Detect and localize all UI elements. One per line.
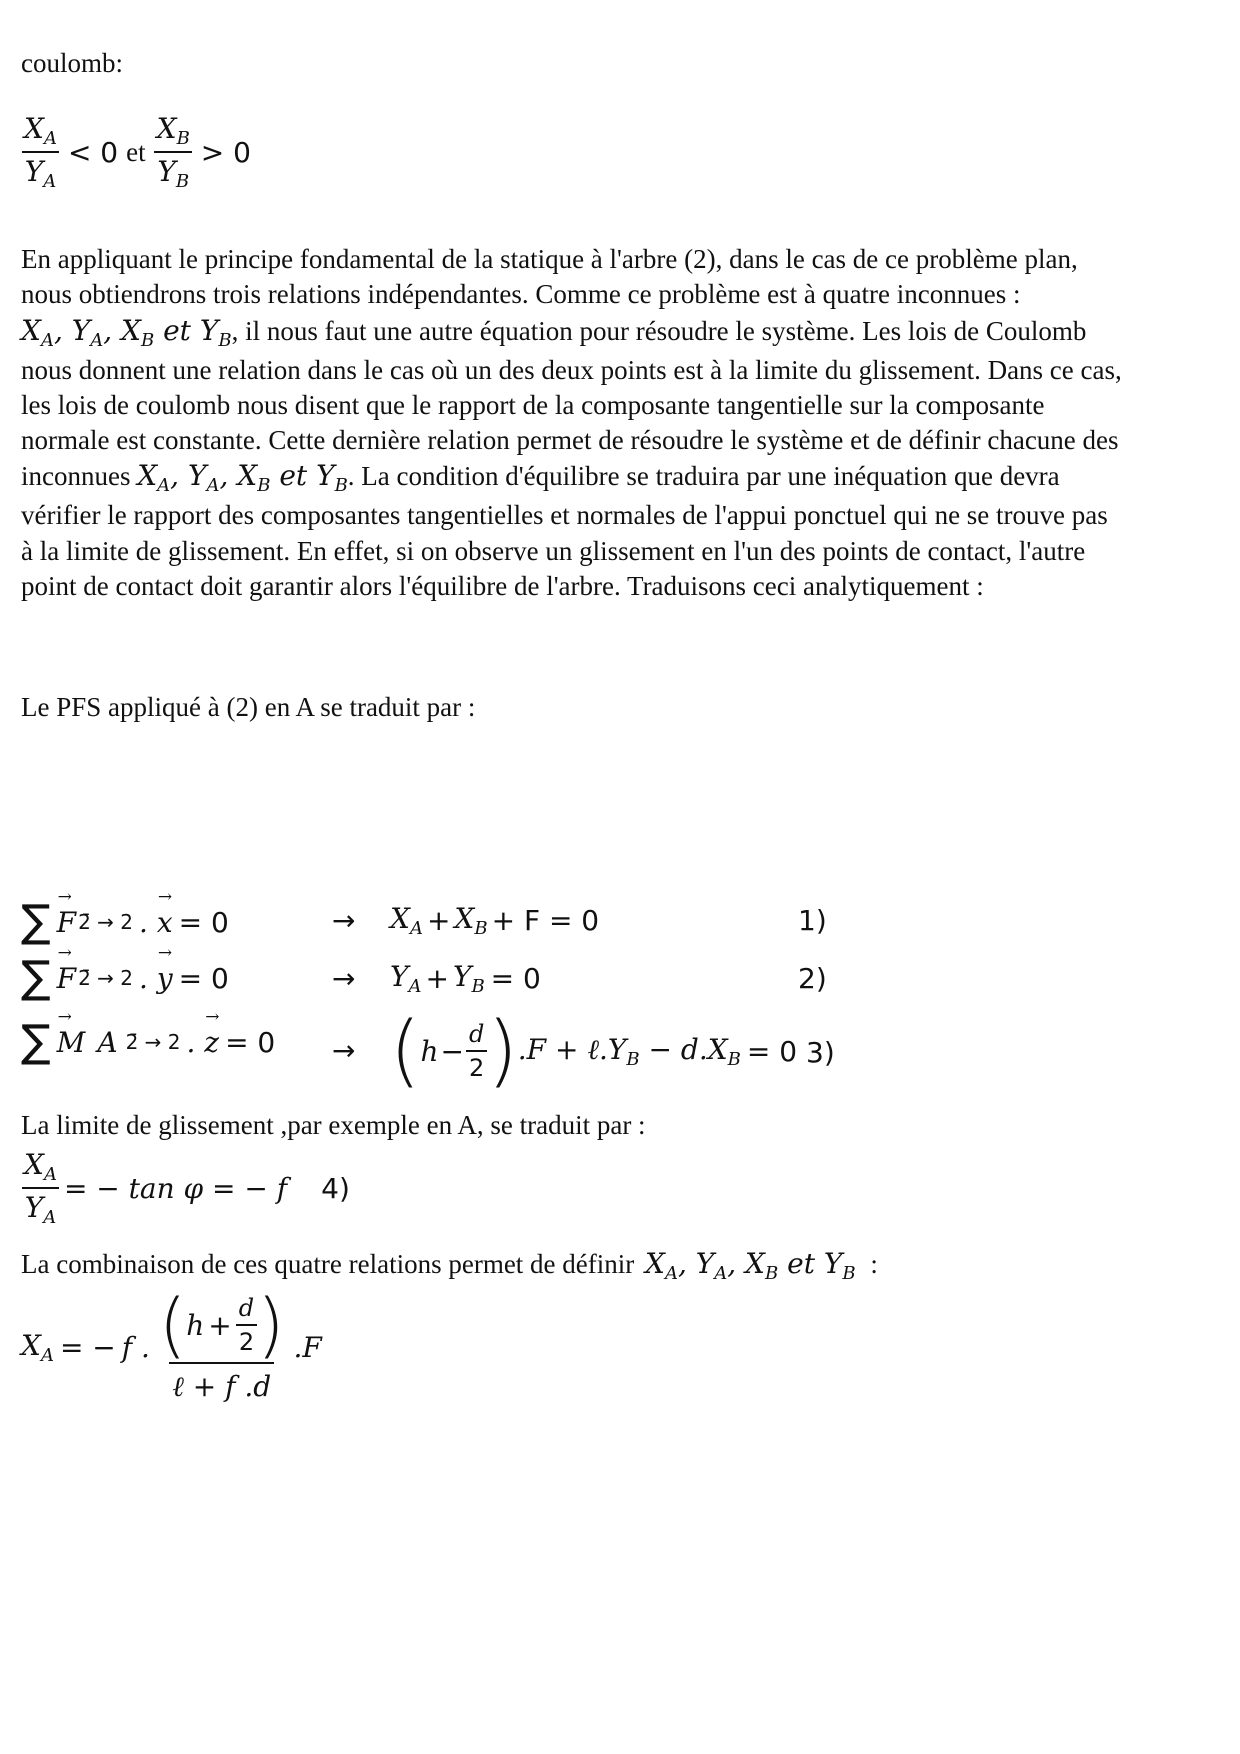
left-paren-icon: ( [158, 1284, 187, 1366]
paragraph-line: point de contact doit garantir alors l'équilibre de l'arbre. Traduisons ceci analytiquement : [21, 571, 984, 602]
equation-3-tail: = 0 [746, 1034, 798, 1068]
equation-1-tail: + F = 0 [491, 904, 600, 937]
equation-1: ∑ → F 2̄ → 2 . → x = 0 [21, 900, 229, 944]
final-fraction: ( h + $\frac{d}{2}$ ) ℓ + f .d [158, 1284, 285, 1403]
combination-line: La combinaison de ces quatre relations permet de définir $X_A$, $Y_A$, $X_B$ et $Y_B$ : [21, 1247, 878, 1284]
unknowns-et: et [163, 313, 191, 347]
combination-text: La combinaison de ces quatre relations permet de définir [21, 1249, 635, 1279]
final-formula: $X_A$ = − f . ( h + $\frac{d}{2}$ ) ℓ + f .d .F [21, 1284, 322, 1403]
paragraph-text: inconnues [21, 461, 131, 492]
paragraph-text: . La condition d'équilibre se traduira par une inéquation que devra [347, 461, 1060, 492]
equation-1-number: 1) [798, 904, 827, 937]
equation-2-result: $Y_A$ + $Y_B$ = 0 [390, 960, 541, 997]
equation-1-result: $X_A$ + $X_B$ + F = 0 [390, 902, 600, 939]
limit-text: La limite de glissement ,par exemple en A, se traduit par : [21, 1110, 646, 1140]
paragraph [21, 242, 1226, 604]
fraction-xb-yb: $\frac{X_B}{Y_B}$ [154, 112, 193, 192]
arrow-icon: → [332, 1034, 356, 1067]
pfs-intro: Le PFS appliqué à (2) en A se traduit par : [21, 692, 476, 722]
unknowns-et: et [279, 459, 308, 493]
lt-zero: < 0 [67, 135, 119, 169]
paragraph-line-unknowns-2: inconnues $X_A$, $Y_A$, $X_B$ et $Y_B$. La condition d'équilibre se traduira par une inéquation que devra [21, 459, 1060, 497]
fraction-xa-ya: $\frac{X_A}{Y_A}$ [21, 112, 60, 192]
paragraph-line: les lois de coulomb nous disent que le rapport de la composante tangentielle sur la composante [21, 389, 1045, 420]
paragraph-text: , il nous faut une autre équation pour résoudre le système. Les lois de Coulomb [231, 315, 1087, 346]
right-paren-icon: ) [257, 1284, 285, 1366]
coulomb-condition [21, 112, 251, 192]
unknowns-et: et [787, 1247, 815, 1280]
combination-colon: : [870, 1249, 878, 1279]
equation-4-rhs: = − tan φ = − f [63, 1171, 288, 1205]
equation-2-number: 2) [798, 962, 827, 995]
equation-3-result: ( h − $\frac{d}{2}$ ) $.F + \ell.Y_B - d.X_B$ = 0 [390, 1006, 798, 1096]
equation-4: $\frac{X_A}{Y_A}$ = − tan φ = − f 4) [21, 1148, 350, 1228]
paragraph-line: à la limite de glissement. En effet, si on observe un glissement en l'un des points de contact, l'autre [21, 535, 1086, 566]
equation-2-tail: = 0 [490, 962, 541, 995]
paragraph-line: En appliquant le principe fondamental de la statique à l'arbre (2), dans le cas de ce problème plan, [21, 244, 1078, 274]
right-paren-icon: ) [487, 1006, 518, 1096]
equation-4-number: 4) [321, 1171, 350, 1205]
heading-word: coulomb: [21, 48, 123, 78]
equation-3-number: 3) [806, 1036, 835, 1069]
sum-symbol: ∑ [21, 952, 51, 1003]
paragraph-line: vérifier le rapport des composantes tangentielles et normales de l'appui ponctuel qui ne se trouve pas [21, 500, 1108, 531]
paragraph-line: nous donnent une relation dans le cas où un des deux points est à la limite du glissement. Dans ce cas, [21, 354, 1122, 385]
paragraph-line: normale est constante. Cette dernière relation permet de résoudre le système et de définir chacune des [21, 425, 1119, 456]
sum-symbol: ∑ [21, 1016, 51, 1067]
arrow-icon: → [332, 904, 356, 937]
sum-symbol: ∑ [21, 896, 51, 947]
equation-2: ∑ → F 2̄ → 2 . → y = 0 [21, 956, 229, 1000]
paragraph-line: nous obtiendrons trois relations indépendantes. Comme ce problème est à quatre inconnues : [21, 279, 1021, 310]
et-word: et [126, 136, 146, 167]
paragraph-line-unknowns: $X_A$, $Y_A$, $X_B$ et $Y_B$, il nous faut une autre équation pour résoudre le système. Les lois de Coulomb [21, 313, 1087, 351]
equation-3: ∑ → M A 2̄ → 2 . → z = 0 [21, 1020, 275, 1064]
arrow-icon: → [332, 962, 356, 995]
gt-zero: > 0 [200, 135, 251, 169]
left-paren-icon: ( [390, 1006, 421, 1096]
